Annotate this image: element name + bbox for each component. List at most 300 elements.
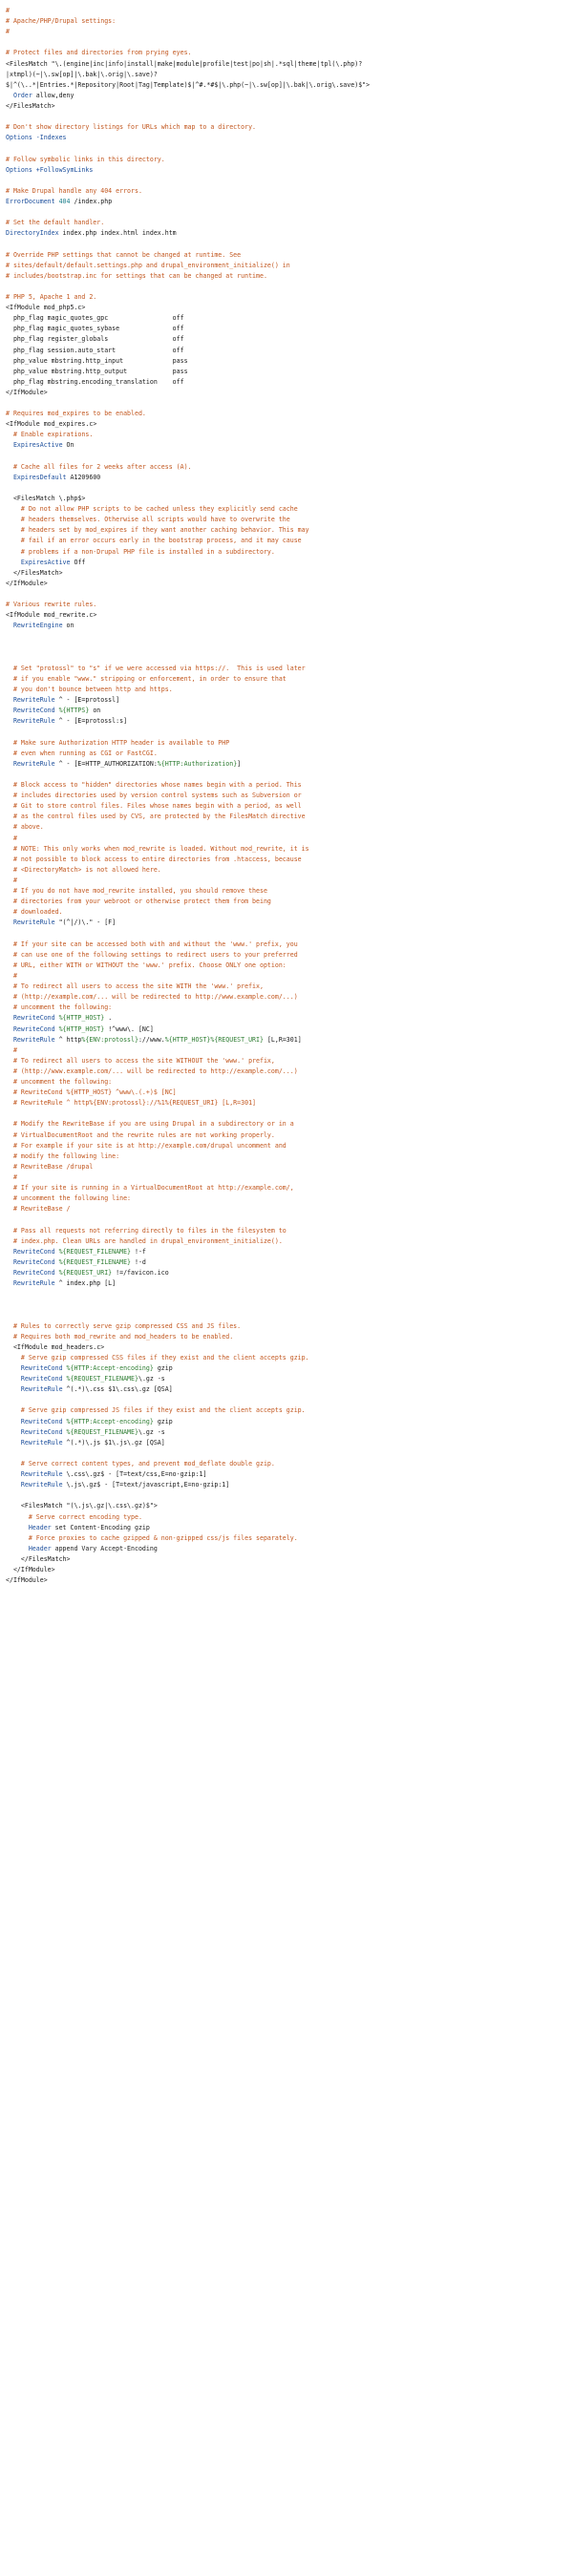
code-segment-text: "(^|/)\." - [F] — [58, 918, 117, 927]
code-segment-tag: </FilesMatch> — [6, 568, 63, 577]
code-line — [6, 1353, 573, 1363]
code-line — [6, 1024, 573, 1035]
code-segment-comment: # Force proxies to cache gzipped & non-gzipped css/js files separately. — [6, 1533, 298, 1542]
code-segment-tag: </IfModule> — [6, 579, 48, 587]
code-line — [6, 1342, 573, 1353]
code-segment-text: set Content-Encoding gzip — [54, 1523, 150, 1531]
code-line — [6, 409, 573, 419]
code-segment-directive: RewriteCond — [6, 1417, 67, 1425]
code-segment-var: %{HTTP:Accept-encoding} — [66, 1364, 154, 1372]
code-segment-comment: # Modify the RewriteBase if you are using Drupal in a subdirectory or in a — [6, 1120, 294, 1129]
code-segment-directive: RewriteRule — [6, 1481, 67, 1489]
code-line — [6, 91, 573, 101]
code-segment-tag: </FilesMatch> — [6, 101, 55, 110]
code-segment-directive: Options — [6, 165, 36, 174]
code-line — [6, 1119, 573, 1130]
code-segment-comment: # fail if an error occurs early in the bootstrap process, and it may cause — [6, 537, 302, 545]
code-line — [6, 1321, 573, 1332]
code-segment-text: append Vary Accept-Encoding — [54, 1544, 158, 1552]
code-segment-var: %{HTTPS} — [58, 707, 90, 715]
code-line — [6, 1395, 573, 1405]
code-segment-text: php_value mbstring.http_output pass — [6, 367, 188, 375]
code-segment-text: mod_php5.c — [43, 304, 82, 312]
code-line — [6, 1098, 573, 1109]
code-line — [6, 589, 573, 600]
code-line — [6, 1172, 573, 1183]
code-segment-text: mod_expires.c — [43, 420, 94, 429]
code-segment-directive: RewriteRule — [6, 1438, 67, 1446]
code-segment-directive: RewriteRule — [6, 1279, 59, 1288]
code-line — [6, 844, 573, 855]
code-segment-comment: # Git to store control files. Files whose names begin with a period, as well — [6, 802, 302, 811]
code-segment-comment: # (http://www.example.com/... will be redirected to http://example.com/...) — [6, 1066, 298, 1075]
code-segment-tag: <IfModule — [6, 1342, 52, 1351]
code-line — [6, 1278, 573, 1289]
code-line — [6, 770, 573, 780]
code-line — [6, 929, 573, 940]
code-segment-comment: # uncomment the following line: — [6, 1194, 132, 1203]
code-segment-directive: Header — [6, 1523, 55, 1531]
code-segment-comment: # — [6, 834, 17, 842]
code-segment-comment: # — [6, 28, 10, 36]
code-segment-directive: Options — [6, 134, 36, 142]
code-segment-comment: # includes directories used by version control systems such as Subversion or — [6, 792, 302, 800]
code-line — [6, 1193, 573, 1204]
code-line — [6, 547, 573, 558]
code-segment-tag: $|^(\..*|Entries.*|Repository|Root|Tag|Template)$|^#.*#$|\.php(~|\.sw[op]|\.bak|\.orig\.save)$"> — [6, 80, 371, 89]
code-segment-comment: # Serve gzip compressed CSS files if they exist and the client accepts gzip. — [6, 1353, 309, 1362]
code-segment-directive: RewriteRule — [6, 696, 59, 705]
code-segment-text: ^(.*)\.css $1\.css\.gz [QSA] — [66, 1385, 173, 1394]
code-line — [6, 133, 573, 143]
code-segment-comment: # Don't show directory listings for URLs which map to a directory. — [6, 123, 257, 132]
code-segment-text: On — [66, 441, 74, 450]
code-segment-comment: # Serve gzip compressed JS files if they exist and the client accepts gzip. — [6, 1406, 306, 1415]
code-line — [6, 812, 573, 822]
code-segment-text: !-f — [131, 1247, 146, 1256]
code-segment-text: \.gz -s — [138, 1375, 165, 1383]
code-segment-comment: # <DirectoryMatch> is not allowed here. — [6, 865, 161, 874]
code-segment-comment: # For example if your site is at http://example.com/drupal uncomment and — [6, 1141, 286, 1150]
code-segment-text: mod_rewrite.c — [43, 611, 94, 620]
code-line — [6, 801, 573, 812]
code-segment-tag: > — [93, 611, 97, 620]
code-line — [6, 440, 573, 451]
code-segment-text: \.css\.gz$ - [T=text/css,E=no-gzip:1] — [66, 1470, 207, 1479]
code-line — [6, 1565, 573, 1575]
code-line — [6, 1183, 573, 1193]
code-line — [6, 1575, 573, 1586]
code-segment-comment: # Make Drupal handle any 404 errors. — [6, 186, 142, 195]
code-line — [6, 388, 573, 398]
code-segment-directive: RewriteRule — [6, 759, 59, 768]
code-segment-var: %{HTTP:Accept-encoding} — [66, 1417, 154, 1425]
code-segment-comment: # If you do not have mod_rewrite installed, you should remove these — [6, 887, 267, 896]
code-segment-text: ^ index.php [L] — [58, 1279, 117, 1288]
code-segment-directive: RewriteRule — [6, 717, 59, 726]
code-segment-text: ] — [237, 759, 242, 768]
code-line — [6, 1141, 573, 1151]
code-line — [6, 282, 573, 292]
code-line — [6, 303, 573, 313]
code-line — [6, 1226, 573, 1236]
code-line — [6, 738, 573, 749]
code-segment-text: on — [66, 622, 74, 630]
code-segment-tag: <FilesMatch "(\.js\.gz|\.css\.gz)$"> — [6, 1502, 158, 1510]
code-segment-directive: RewriteRule — [6, 1035, 59, 1044]
code-segment-directive: Order — [6, 91, 36, 99]
code-segment-text: [L,R=301] — [263, 1035, 302, 1044]
code-line — [6, 228, 573, 239]
code-line — [6, 897, 573, 907]
code-line — [6, 749, 573, 759]
code-line — [6, 791, 573, 801]
code-line — [6, 1405, 573, 1416]
code-line — [6, 1289, 573, 1299]
code-segment-comment: # downloaded. — [6, 908, 63, 917]
code-line — [6, 558, 573, 568]
code-segment-text: gzip — [153, 1364, 173, 1372]
code-segment-comment: # sites/default/default.settings.php and drupal_environment_initialize() in — [6, 261, 290, 269]
code-line — [6, 1257, 573, 1268]
code-line — [6, 674, 573, 685]
code-line — [6, 1438, 573, 1448]
code-segment-comment: # RewriteRule ^ http%{ENV:protossl}://%1%{REQUEST_URI} [L,R=301] — [6, 1099, 257, 1108]
code-line — [6, 621, 573, 631]
code-line — [6, 961, 573, 971]
code-line — [6, 346, 573, 356]
code-line — [6, 452, 573, 462]
code-line — [6, 218, 573, 228]
code-segment-comment: # you don't bounce between http and https. — [6, 686, 173, 693]
code-segment-comment: # Make sure Authorization HTTP header is available to PHP — [6, 738, 230, 747]
code-line — [6, 1512, 573, 1523]
code-line — [6, 313, 573, 324]
code-line — [6, 706, 573, 716]
code-segment-tag: > — [100, 1342, 105, 1351]
code-line — [6, 780, 573, 791]
code-segment-comment: # Override PHP settings that cannot be changed at runtime. See — [6, 250, 242, 259]
code-segment-text: ^ - [E=protossl] — [58, 696, 120, 705]
code-line — [6, 1035, 573, 1045]
code-line — [6, 1151, 573, 1162]
code-segment-var: %{ENV:protossl} — [81, 1035, 138, 1044]
code-segment-comment: # Serve correct content types, and prevent mod_deflate double gzip. — [6, 1459, 275, 1467]
code-line — [6, 1236, 573, 1247]
code-segment-directive: RewriteRule — [6, 1470, 67, 1479]
code-segment-tag: </IfModule> — [6, 388, 48, 396]
code-segment-directive: ExpiresDefault — [6, 473, 71, 481]
code-segment-text: allow,deny — [35, 91, 74, 99]
code-segment-directive: ErrorDocument — [6, 197, 59, 205]
code-segment-directive: RewriteRule — [6, 918, 59, 927]
code-segment-text: php_flag session.auto_start off — [6, 346, 184, 354]
code-segment-directive: DirectoryIndex — [6, 229, 63, 238]
code-line — [6, 1066, 573, 1077]
code-segment-directive: RewriteCond — [6, 1269, 59, 1277]
code-segment-var: %{HTTP_HOST} — [164, 1035, 211, 1044]
code-segment-text: php_flag magic_quotes_gpc off — [6, 314, 184, 323]
code-segment-comment: # problems if a non-Drupal PHP file is installed in a subdirectory. — [6, 547, 275, 556]
code-segment-comment: # Set the default handler. — [6, 219, 105, 227]
code-segment-comment: # — [6, 971, 17, 980]
code-segment-comment: # URL, either WITH or WITHOUT the 'www.' prefix. Choose ONLY one option: — [6, 961, 286, 969]
code-segment-comment: # Enable expirations. — [6, 431, 94, 439]
code-segment-comment: # NOTE: This only works when mod_rewrite is loaded. Without mod_rewrite, it is — [6, 844, 309, 853]
code-segment-directive: RewriteCond — [6, 1427, 67, 1436]
code-segment-comment: # Rules to correctly serve gzip compressed CSS and JS files. — [6, 1321, 242, 1330]
code-segment-var: %{HTTP_HOST} — [58, 1024, 105, 1033]
code-line — [6, 1554, 573, 1565]
code-line — [6, 112, 573, 122]
code-segment-directive: RewriteEngine — [6, 622, 67, 630]
code-line — [6, 855, 573, 865]
code-line — [6, 876, 573, 886]
code-line — [6, 834, 573, 844]
code-line — [6, 1045, 573, 1056]
code-line — [6, 1162, 573, 1172]
code-line — [6, 1523, 573, 1533]
code-line — [6, 653, 573, 664]
code-line — [6, 334, 573, 345]
code-segment-text: ^(.*)\.js $1\.js\.gz [QSA] — [66, 1438, 165, 1446]
code-line — [6, 631, 573, 642]
code-segment-comment: # headers set by mod_expires if they want another caching behavior. This may — [6, 526, 309, 535]
code-line — [6, 695, 573, 706]
code-line — [6, 27, 573, 37]
code-line — [6, 59, 573, 70]
code-segment-comment: # modify the following line: — [6, 1151, 120, 1160]
code-segment-comment: # Block access to "hidden" directories whose names begin with a period. This — [6, 780, 302, 789]
code-segment-comment: # VirtualDocumentRoot and the rewrite rules are not working properly. — [6, 1130, 275, 1139]
code-line — [6, 515, 573, 525]
code-segment-comment: # Requires mod_expires to be enabled. — [6, 410, 146, 418]
code-segment-comment: # Various rewrite rules. — [6, 601, 97, 609]
code-segment-text: !=/favicon.ico — [112, 1269, 169, 1277]
code-segment-comment: # RewriteBase /drupal — [6, 1162, 94, 1171]
code-segment-comment: # — [6, 1045, 17, 1054]
code-line — [6, 1501, 573, 1511]
code-line — [6, 1448, 573, 1459]
code-line — [6, 822, 573, 833]
code-segment-text: ^ http — [58, 1035, 82, 1044]
code-segment-text: mod_headers.c — [51, 1342, 101, 1351]
code-line — [6, 1130, 573, 1141]
code-segment-text: \.js\.gz$ - [T=text/javascript,E=no-gzip:1] — [66, 1481, 230, 1489]
code-segment-number: 404 — [58, 197, 71, 205]
code-segment-comment: # directories from your webroot or otherwise protect them from being — [6, 897, 271, 906]
code-line — [6, 600, 573, 610]
code-line — [6, 377, 573, 388]
code-line — [6, 419, 573, 430]
code-segment-comment: # not possible to block access to entire directories from .htaccess, because — [6, 855, 302, 863]
code-line — [6, 1310, 573, 1320]
code-line — [6, 1417, 573, 1427]
code-segment-comment: # — [6, 7, 10, 14]
code-segment-var: %{REQUEST_FILENAME} — [66, 1375, 138, 1383]
code-line — [6, 1332, 573, 1342]
code-segment-directive: Header — [6, 1544, 55, 1552]
code-line — [6, 1003, 573, 1013]
code-line — [6, 504, 573, 515]
code-line — [6, 143, 573, 154]
code-segment-comment: # If your site can be accessed both with and without the 'www.' prefix, you — [6, 940, 298, 948]
code-line — [6, 483, 573, 494]
code-segment-text: ^ - [E=protossl:s] — [58, 717, 128, 726]
code-segment-var: %{REQUEST_FILENAME} — [58, 1257, 132, 1266]
code-segment-tag: <FilesMatch "\.(engine|inc|info|install|make|module|profile|test|po|sh|.*sql|theme|tpl(\.php)? — [6, 59, 363, 68]
code-line — [6, 525, 573, 536]
code-line — [6, 462, 573, 473]
code-segment-directive: RewriteCond — [6, 1364, 67, 1372]
code-line — [6, 250, 573, 261]
code-segment-var: %{REQUEST_FILENAME} — [58, 1247, 132, 1256]
code-segment-text: php_flag mbstring.encoding_translation off — [6, 377, 184, 386]
code-line — [6, 685, 573, 695]
code-line — [6, 907, 573, 918]
code-segment-comment: # Apache/PHP/Drupal settings: — [6, 17, 117, 26]
code-segment-comment: # above. — [6, 823, 44, 832]
code-line — [6, 398, 573, 409]
code-line — [6, 239, 573, 249]
code-line — [6, 473, 573, 483]
code-segment-text: on — [89, 707, 101, 715]
code-segment-directive: -Indexes — [35, 134, 67, 142]
code-line — [6, 271, 573, 282]
code-line — [6, 940, 573, 950]
code-segment-comment: # RewriteCond %{HTTP_HOST} ^www\.(.+)$ [NC] — [6, 1088, 177, 1097]
code-line — [6, 1109, 573, 1119]
code-line — [6, 759, 573, 770]
code-segment-tag: <IfModule — [6, 304, 44, 312]
code-segment-comment: # RewriteBase / — [6, 1205, 71, 1214]
code-line — [6, 1480, 573, 1490]
code-segment-tag: > — [81, 304, 86, 312]
code-segment-text: !-d — [131, 1257, 146, 1266]
code-line — [6, 1247, 573, 1257]
code-line — [6, 122, 573, 133]
code-segment-comment: # if you enable "www." stripping or enforcement, in order to ensure that — [6, 674, 286, 683]
code-segment-directive: RewriteCond — [6, 1247, 59, 1256]
code-line — [6, 6, 573, 16]
code-segment-comment: # includes/bootstrap.inc for settings that can be changed at runtime. — [6, 271, 267, 280]
code-segment-comment: # Protect files and directories from prying eyes. — [6, 49, 192, 57]
code-line — [6, 155, 573, 165]
code-line — [6, 176, 573, 186]
code-line — [6, 367, 573, 377]
code-line — [6, 536, 573, 546]
code-segment-text: php_flag magic_quotes_sybase off — [6, 325, 184, 333]
code-line — [6, 992, 573, 1003]
code-segment-text: index.php index.html index.htm — [62, 229, 177, 238]
code-segment-tag: |xtmpl)(~|\.sw[op]|\.bak|\.orig|\.save)? — [6, 70, 158, 78]
code-line — [6, 1374, 573, 1384]
code-segment-comment: # Cache all files for 2 weeks after access (A). — [6, 462, 192, 471]
code-line — [6, 165, 573, 176]
code-line — [6, 1077, 573, 1087]
code-line — [6, 101, 573, 112]
code-line — [6, 1268, 573, 1278]
code-segment-comment: # To redirect all users to access the site WITH the 'www.' prefix, — [6, 982, 264, 991]
code-line — [6, 971, 573, 982]
code-segment-var: %{HTTP:Authorization} — [157, 759, 238, 768]
code-segment-comment: # uncomment the following: — [6, 1078, 113, 1087]
code-line — [6, 918, 573, 928]
code-line — [6, 186, 573, 197]
code-line — [6, 494, 573, 504]
code-segment-text: \.gz -s — [138, 1427, 165, 1436]
code-segment-directive: +FollowSymLinks — [35, 165, 94, 174]
code-line — [6, 1087, 573, 1098]
code-segment-comment: # Serve correct encoding type. — [6, 1512, 142, 1521]
code-line — [6, 261, 573, 271]
code-segment-directive: RewriteCond — [6, 1257, 59, 1266]
code-line — [6, 1204, 573, 1214]
code-segment-text: php_flag register_globals off — [6, 335, 184, 344]
code-segment-tag: </FilesMatch> — [6, 1554, 71, 1563]
code-line — [6, 1544, 573, 1554]
code-segment-comment: # Follow symbolic links in this directory. — [6, 155, 165, 163]
code-segment-comment: # Pass all requests not referring directly to files in the filesystem to — [6, 1226, 286, 1235]
code-line — [6, 865, 573, 876]
code-line — [6, 16, 573, 27]
code-segment-tag: </IfModule> — [6, 1576, 48, 1585]
code-segment-tag: <IfModule — [6, 611, 44, 620]
code-line — [6, 950, 573, 961]
code-segment-comment: # Requires both mod_rewrite and mod_headers to be enabled. — [6, 1332, 234, 1341]
code-segment-directive: RewriteCond — [6, 707, 59, 715]
code-segment-directive: ExpiresActive — [6, 558, 74, 566]
code-segment-comment: # can use one of the following settings to redirect users to your preferred — [6, 950, 298, 959]
code-segment-var: %{HTTP_HOST} — [58, 1014, 105, 1023]
code-segment-comment: # even when running as CGI or FastCGI. — [6, 749, 158, 757]
code-segment-comment: # To redirect all users to access the site WITHOUT the 'www.' prefix, — [6, 1056, 275, 1065]
code-line — [6, 48, 573, 58]
code-line — [6, 356, 573, 367]
code-segment-var: %{REQUEST_URI} — [58, 1269, 113, 1277]
code-segment-comment: # index.php. Clean URLs are handled in drupal_environment_initialize(). — [6, 1236, 283, 1245]
code-segment-tag: > — [93, 420, 97, 429]
code-line — [6, 886, 573, 897]
code-line — [6, 1363, 573, 1374]
code-segment-text: !^www\. [NC] — [104, 1024, 154, 1033]
code-line — [6, 70, 573, 80]
code-segment-text: gzip — [153, 1417, 173, 1425]
code-segment-text: . — [104, 1014, 113, 1023]
code-line — [6, 716, 573, 727]
code-segment-text: /index.php — [70, 197, 113, 205]
code-segment-tag: </IfModule> — [6, 1566, 55, 1574]
code-line — [6, 80, 573, 91]
code-line — [6, 37, 573, 48]
code-segment-tag: <IfModule — [6, 420, 44, 429]
code-segment-text: ://www. — [138, 1035, 165, 1044]
code-segment-directive: RewriteCond — [6, 1024, 59, 1033]
code-segment-comment: # Set "protossl" to "s" if we were accessed via https://. This is used later — [6, 664, 306, 672]
code-segment-var: %{REQUEST_URI} — [210, 1035, 264, 1044]
code-line — [6, 568, 573, 579]
code-line — [6, 579, 573, 589]
code-line — [6, 430, 573, 440]
code-segment-comment: # headers themselves. Otherwise all scripts would have to overwrite the — [6, 516, 290, 524]
code-line — [6, 1013, 573, 1024]
code-line — [6, 292, 573, 303]
code-segment-comment: # — [6, 1173, 17, 1182]
code-segment-text: A1209600 — [70, 473, 101, 481]
code-line — [6, 1384, 573, 1395]
code-segment-text: php_value mbstring.http_input pass — [6, 356, 188, 365]
code-line — [6, 610, 573, 621]
